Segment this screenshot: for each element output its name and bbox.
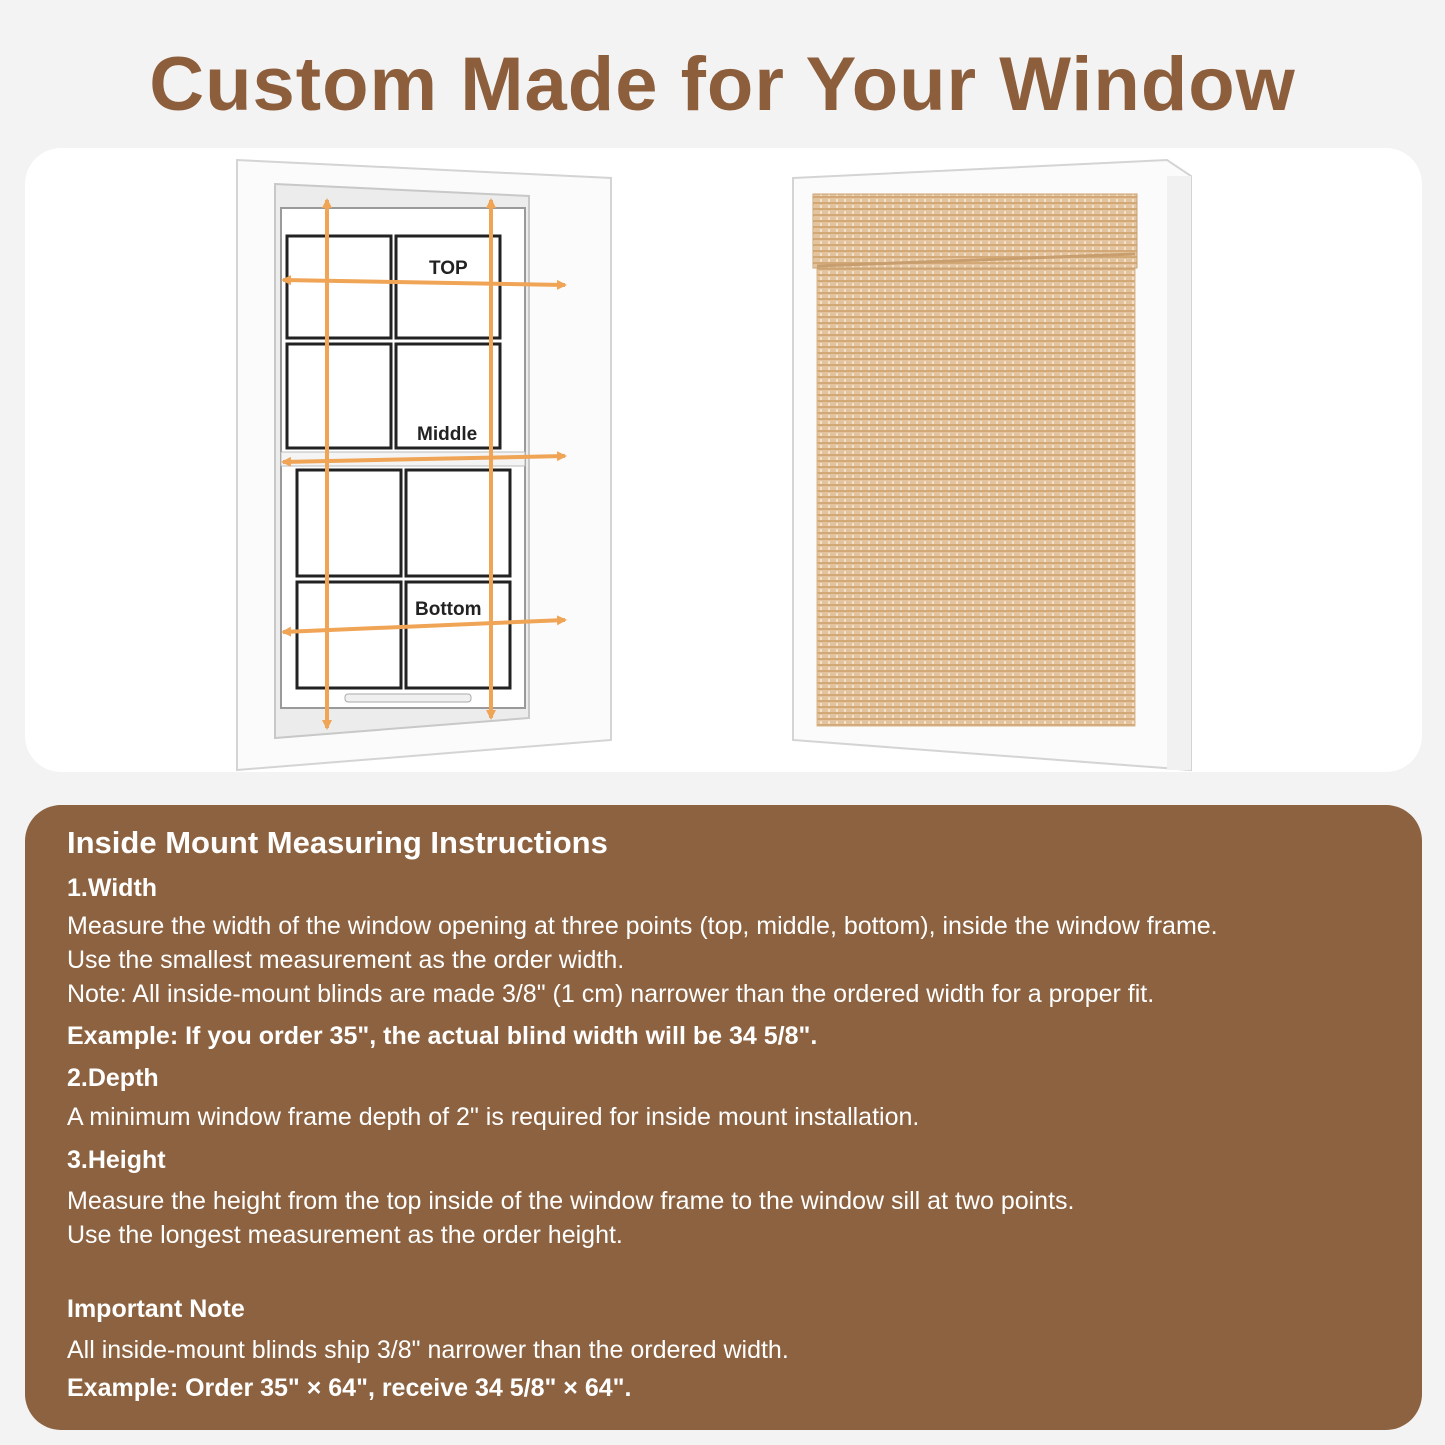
width-heading: 1.Width	[67, 874, 158, 902]
height-text-1: Measure the height from the top inside of the window frame to the window sill at two points.	[67, 1187, 1075, 1215]
important-example: Example: Order 35" × 64", receive 34 5/8" × 64".	[67, 1374, 632, 1402]
label-bottom: Bottom	[415, 599, 482, 620]
label-top: TOP	[429, 258, 468, 279]
width-text-1: Measure the width of the window opening at three points (top, middle, bottom), inside the window frame.	[67, 912, 1218, 940]
important-heading: Important Note	[67, 1295, 245, 1323]
width-example: Example: If you order 35", the actual blind width will be 34 5/8".	[67, 1022, 818, 1050]
instructions-title: Inside Mount Measuring Instructions	[67, 825, 608, 860]
sash-handle	[345, 694, 471, 702]
window-with-shade	[793, 160, 1191, 770]
pane	[406, 470, 510, 576]
pane	[396, 236, 500, 338]
depth-heading: 2.Depth	[67, 1064, 159, 1092]
measured-window	[237, 160, 611, 770]
instructions-panel	[25, 805, 1422, 1430]
illustration-card	[25, 148, 1422, 772]
pane	[287, 344, 391, 448]
pane	[287, 236, 391, 338]
pane	[297, 470, 401, 576]
width-note: Note: All inside-mount blinds are made 3/8" (1 cm) narrower than the ordered width for a proper fit.	[67, 980, 1155, 1008]
shade-frame-side	[1167, 176, 1191, 770]
page-headline: Custom Made for Your Window	[149, 42, 1296, 127]
pane	[406, 582, 510, 688]
label-middle: Middle	[417, 424, 478, 445]
height-text-2: Use the longest measurement as the order height.	[67, 1221, 623, 1249]
window-illustration	[25, 148, 1422, 772]
pane	[297, 582, 401, 688]
depth-text: A minimum window frame depth of 2" is required for inside mount installation.	[67, 1103, 920, 1131]
roman-shade	[817, 194, 1135, 726]
important-text: All inside-mount blinds ship 3/8" narrower than the ordered width.	[67, 1336, 789, 1364]
width-text-2: Use the smallest measurement as the order width.	[67, 946, 625, 974]
height-heading: 3.Height	[67, 1146, 166, 1174]
